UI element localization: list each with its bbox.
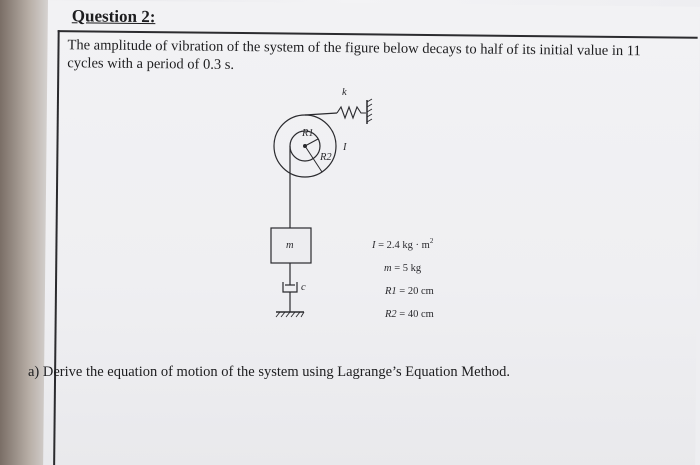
label-r1: R1	[302, 128, 314, 139]
spring-cable	[305, 113, 337, 115]
param-r1: R1 = 20 cm	[385, 286, 434, 297]
question-title: Question 2:	[71, 6, 156, 27]
label-k: k	[342, 87, 347, 98]
label-i: I	[343, 142, 347, 153]
label-r2: R2	[320, 152, 332, 163]
param-inertia: I = 2.4 kg · $m^2$	[372, 237, 434, 251]
spring-k	[337, 107, 366, 118]
parameter-list	[371, 237, 434, 320]
part-a-question: a) Derive the equation of motion of the system using Lagrange’s Equation Method.	[28, 364, 511, 380]
radius-r1-arrow	[305, 139, 318, 146]
param-r2: R2 = 40 cm	[385, 309, 434, 320]
label-c: c	[301, 282, 306, 293]
question-prompt: The amplitude of vibration of the system of the figure below decays to half of its initial value in 11 cycles with a period of 0.3 s.	[67, 37, 641, 73]
label-m: m	[286, 240, 294, 251]
param-mass: m = 5 kg	[384, 263, 422, 274]
